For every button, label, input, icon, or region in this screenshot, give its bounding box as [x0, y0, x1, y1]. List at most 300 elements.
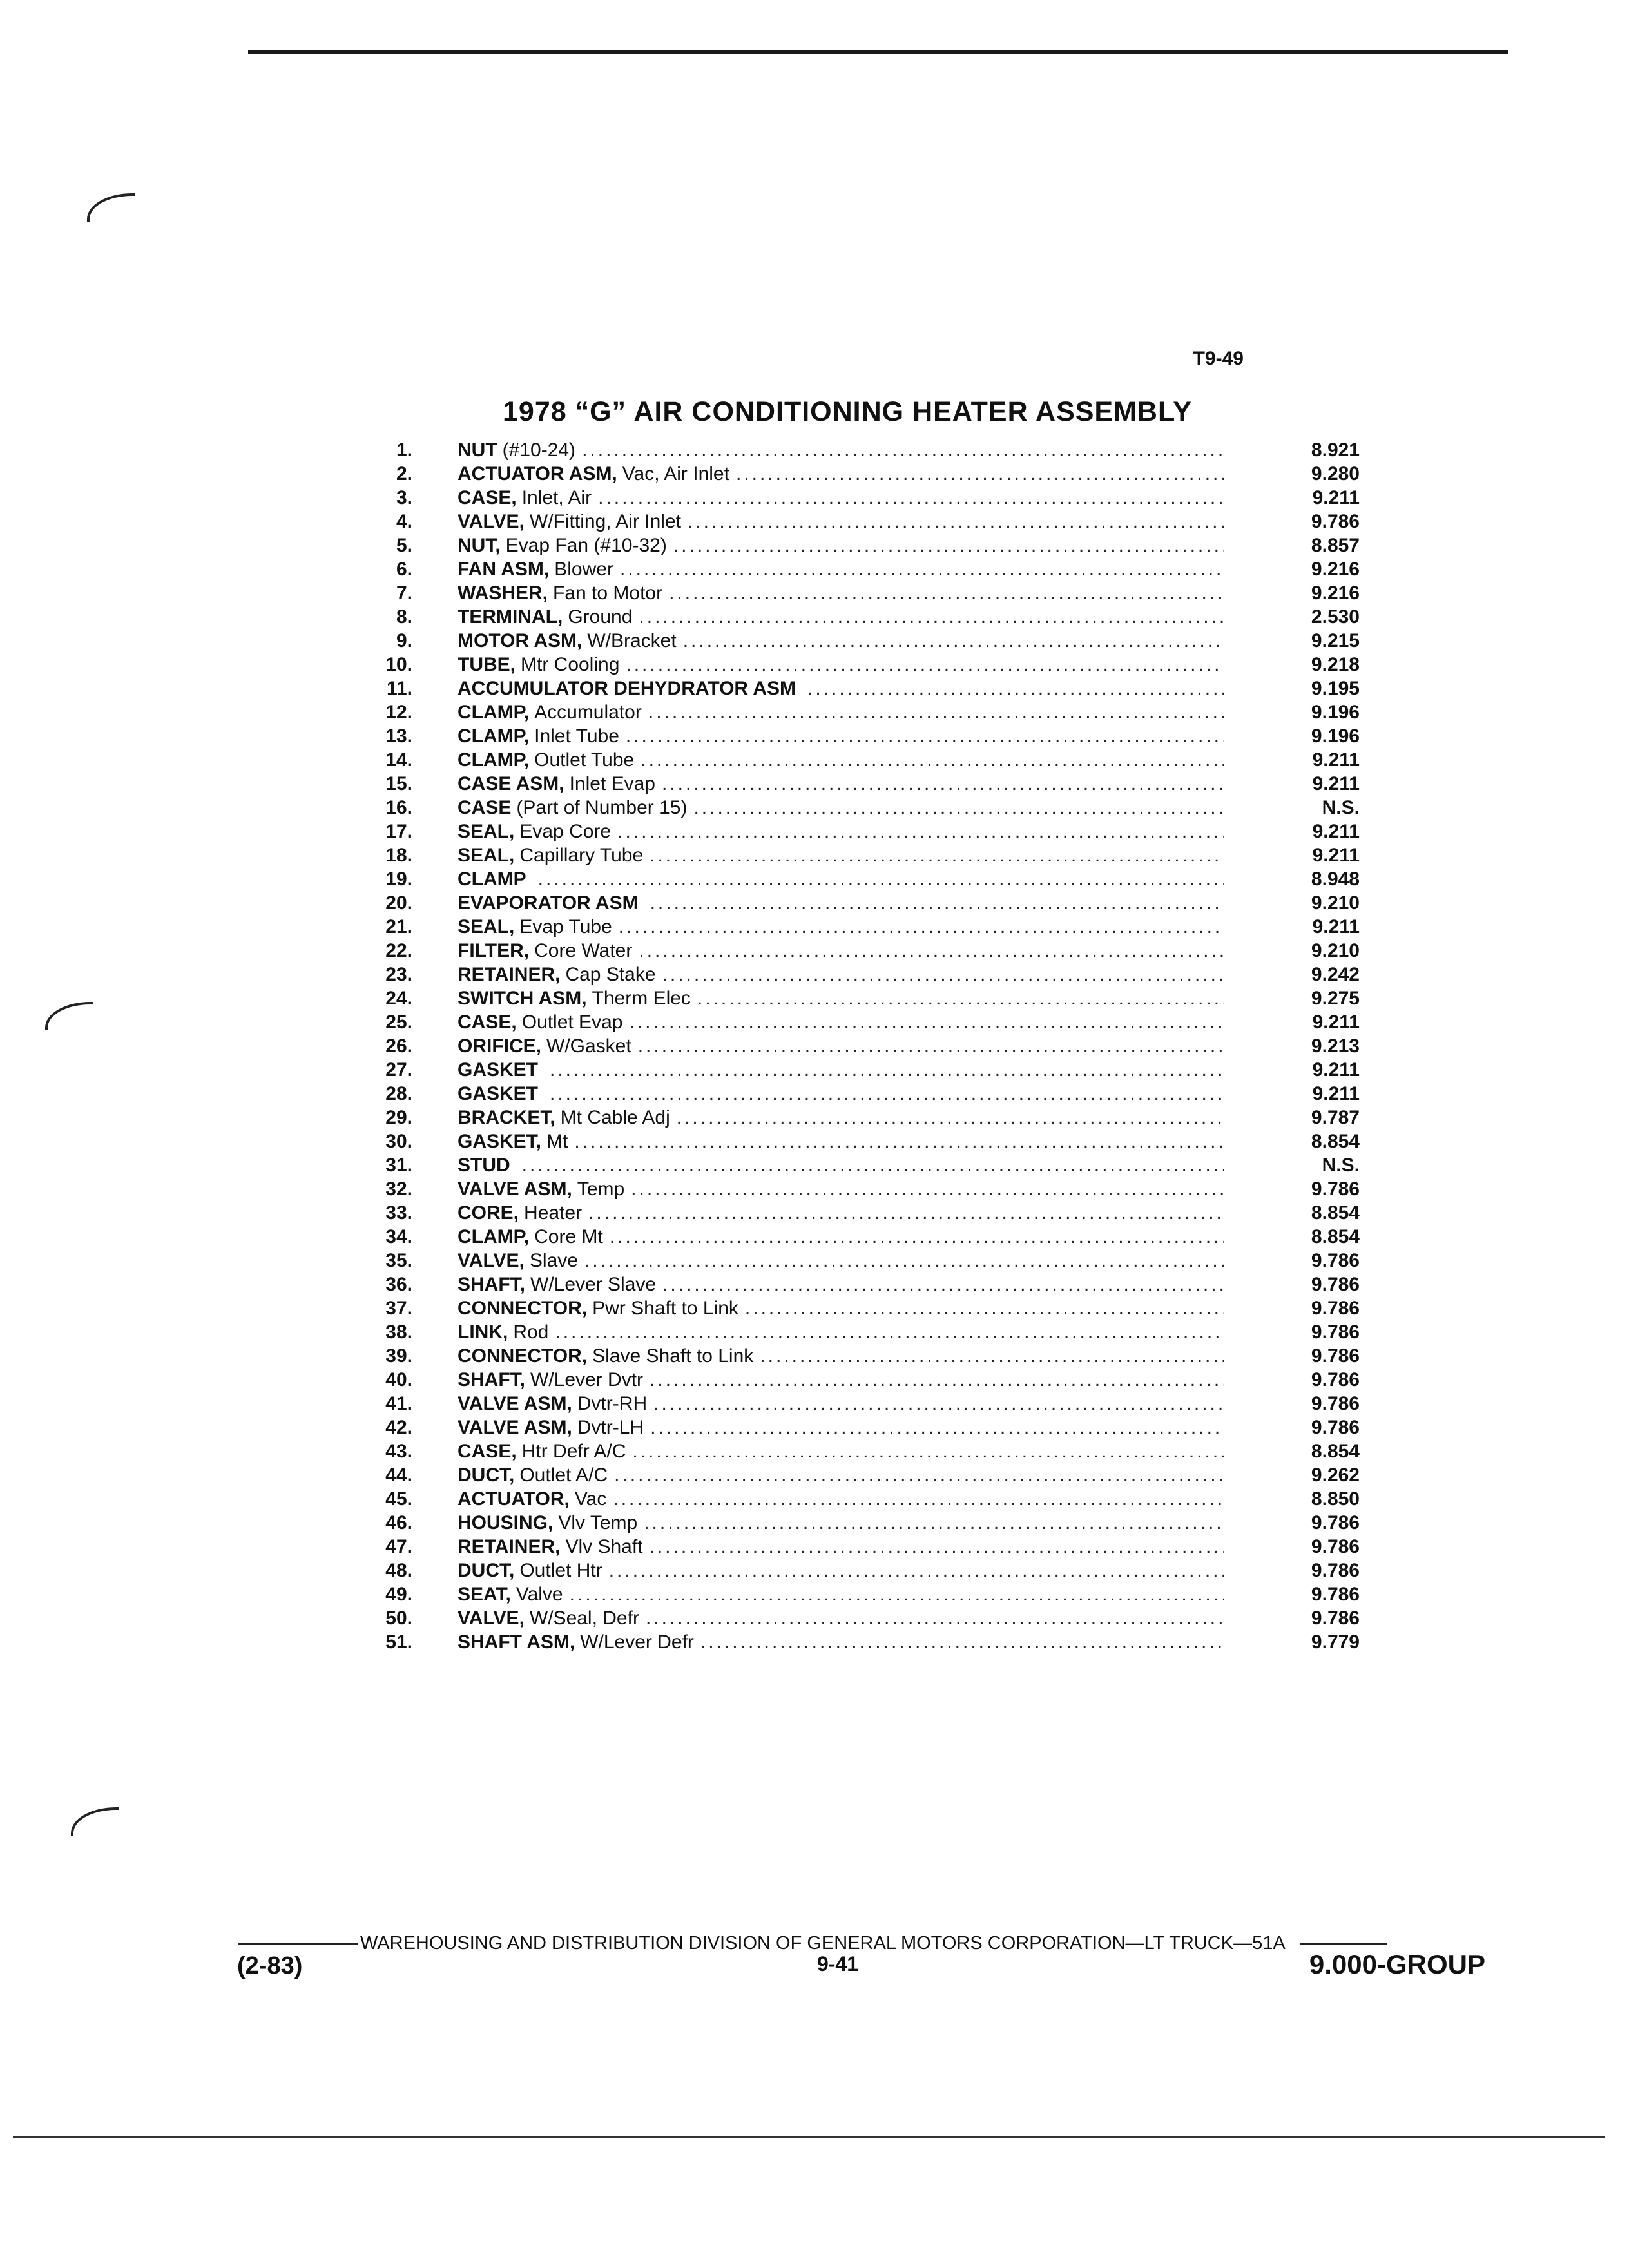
item-number: 28.: [385, 1083, 412, 1104]
item-detail: Fan to Motor: [553, 582, 663, 604]
item-detail: Slave: [529, 1250, 578, 1271]
item-detail: Pwr Shaft to Link: [592, 1298, 738, 1319]
item-group-number: 9.211: [1312, 1083, 1360, 1104]
item-number: 20.: [385, 892, 412, 914]
top-rule: [248, 50, 1508, 54]
item-detail: Vlv Shaft: [565, 1536, 643, 1557]
item-group-number: 9.215: [1311, 630, 1360, 651]
item-description: [458, 1630, 1224, 1654]
item-group-number: 9.210: [1311, 892, 1360, 914]
dot-leader: [613, 557, 1224, 581]
list-item: [348, 1463, 1360, 1487]
footer-dash: [1300, 1943, 1387, 1945]
item-description: [458, 1034, 1224, 1058]
list-item: [348, 1487, 1360, 1511]
item-detail: W/Gasket: [546, 1035, 631, 1057]
dot-leader: [611, 820, 1224, 843]
item-part-name: VALVE ASM,: [458, 1393, 572, 1414]
list-item: [348, 1129, 1360, 1153]
item-detail: Htr Defr A/C: [521, 1441, 626, 1462]
item-description: [458, 1344, 1224, 1368]
dot-leader: [626, 1439, 1224, 1463]
item-part-name: RETAINER,: [458, 964, 561, 985]
item-description: [458, 605, 1224, 629]
item-group-number: 9.786: [1311, 511, 1360, 532]
parts-list: [348, 438, 1360, 1654]
dot-leader: [656, 1273, 1224, 1296]
item-description: [458, 486, 1224, 510]
dot-leader: [516, 1153, 1224, 1177]
list-item: [348, 1225, 1360, 1249]
list-item: [348, 1368, 1360, 1392]
item-description: [458, 1463, 1224, 1487]
item-part-name: FAN ASM,: [458, 559, 550, 580]
item-group-number: 8.854: [1311, 1441, 1360, 1462]
item-part-name: CORE,: [458, 1202, 519, 1224]
item-detail: W/Lever Defr: [580, 1631, 694, 1653]
dot-leader: [578, 1249, 1224, 1273]
item-detail: Blower: [554, 559, 613, 580]
item-description: [458, 1106, 1224, 1129]
dot-leader: [631, 1034, 1224, 1058]
dot-leader: [691, 986, 1224, 1010]
item-group-number: 9.786: [1311, 1560, 1360, 1581]
item-description: [458, 1058, 1224, 1082]
item-number: 4.: [396, 511, 412, 532]
item-detail: Slave Shaft to Link: [592, 1345, 754, 1367]
footer-group: 9.000-GROUP: [1309, 1949, 1485, 1979]
item-description: [458, 1320, 1224, 1344]
dot-leader: [637, 1511, 1224, 1535]
list-item: [348, 820, 1360, 843]
item-group-number: 9.213: [1311, 1035, 1360, 1057]
item-part-name: VALVE ASM,: [458, 1178, 572, 1200]
item-number: 48.: [385, 1560, 412, 1581]
dot-leader: [738, 1296, 1224, 1320]
item-detail: Evap Fan (#10-32): [505, 535, 667, 556]
item-detail: Valve: [516, 1584, 563, 1605]
item-number: 11.: [386, 678, 412, 699]
dot-leader: [602, 1559, 1224, 1582]
item-part-name: VALVE ASM,: [458, 1417, 572, 1438]
item-group-number: 9.786: [1311, 1393, 1360, 1414]
item-detail: Evap Core: [519, 821, 612, 842]
item-detail: Temp: [577, 1178, 625, 1200]
item-number: 51.: [385, 1631, 412, 1653]
item-part-name: EVAPORATOR ASM: [458, 892, 639, 914]
list-item: [348, 748, 1360, 772]
item-part-name: MOTOR ASM,: [458, 630, 583, 651]
list-item: [348, 700, 1360, 724]
dot-leader: [667, 533, 1224, 557]
item-detail: Outlet A/C: [519, 1465, 608, 1486]
dot-leader: [582, 1201, 1224, 1225]
list-item: [348, 653, 1360, 677]
item-description: [458, 1535, 1224, 1559]
item-number: 30.: [385, 1131, 412, 1152]
item-detail: Evap Tube: [519, 916, 612, 937]
item-group-number: 9.211: [1312, 845, 1360, 866]
item-description: [458, 796, 1224, 820]
item-description: [458, 1010, 1224, 1034]
item-number: 36.: [385, 1274, 412, 1295]
item-part-name: CASE,: [458, 487, 517, 508]
item-number: 21.: [385, 916, 412, 937]
item-description: [458, 700, 1224, 724]
item-number: 29.: [385, 1107, 412, 1128]
item-description: [458, 1439, 1224, 1463]
item-number: 37.: [385, 1298, 412, 1319]
item-part-name: CLAMP,: [458, 702, 530, 723]
item-detail: [796, 677, 801, 700]
dot-leader: [687, 796, 1224, 820]
item-part-name: RETAINER,: [458, 1536, 561, 1557]
dot-leader: [729, 462, 1224, 486]
list-item: [348, 486, 1360, 510]
dot-leader: [753, 1344, 1224, 1368]
list-item: [348, 1201, 1360, 1225]
dot-leader: [575, 438, 1224, 462]
item-number: 39.: [385, 1345, 412, 1367]
item-group-number: 9.216: [1311, 559, 1360, 580]
item-detail: Inlet, Air: [521, 487, 592, 508]
item-part-name: HOUSING,: [458, 1512, 554, 1533]
item-part-name: NUT,: [458, 535, 501, 556]
item-group-number: 9.211: [1312, 821, 1360, 842]
binder-hole-mark: [71, 1807, 119, 1836]
item-group-number: 8.921: [1311, 439, 1360, 461]
item-number: 47.: [385, 1536, 412, 1557]
item-part-name: ACTUATOR,: [458, 1488, 570, 1510]
item-detail: Mt: [546, 1131, 568, 1152]
page-code: T9-49: [1193, 348, 1244, 369]
item-group-number: 8.854: [1311, 1226, 1360, 1247]
dot-leader: [642, 700, 1224, 724]
item-group-number: 9.786: [1311, 1584, 1360, 1605]
item-part-name: TERMINAL,: [458, 606, 563, 628]
list-item: [348, 1559, 1360, 1582]
dot-leader: [612, 915, 1224, 939]
item-description: [458, 867, 1224, 891]
item-number: 44.: [385, 1465, 412, 1486]
item-description: [458, 1582, 1224, 1606]
footer-date: (2-83): [237, 1952, 303, 1979]
item-group-number: 9.196: [1311, 702, 1360, 723]
dot-leader: [639, 1606, 1224, 1630]
dot-leader: [543, 1058, 1224, 1082]
item-description: [458, 915, 1224, 939]
item-detail: W/Lever Slave: [530, 1274, 657, 1295]
bottom-rule: [13, 2136, 1605, 2138]
item-detail: [639, 891, 644, 915]
item-description: [458, 581, 1224, 605]
dot-leader: [662, 581, 1224, 605]
item-detail: Core Mt: [534, 1226, 603, 1247]
dot-leader: [644, 891, 1224, 915]
dot-leader: [647, 1392, 1224, 1416]
item-detail: Ground: [568, 606, 633, 628]
list-item: [348, 1106, 1360, 1129]
item-detail: Therm Elec: [592, 988, 691, 1009]
item-description: [458, 1153, 1224, 1177]
item-number: 42.: [385, 1417, 412, 1438]
item-description: [458, 1368, 1224, 1392]
dot-leader: [608, 1463, 1224, 1487]
item-group-number: 8.854: [1311, 1131, 1360, 1152]
dot-leader: [643, 1368, 1224, 1392]
item-group-number: 9.280: [1311, 463, 1360, 485]
list-item: [348, 629, 1360, 653]
item-group-number: 9.262: [1311, 1465, 1360, 1486]
item-part-name: VALVE,: [458, 1608, 525, 1629]
item-group-number: 9.275: [1311, 988, 1360, 1009]
item-number: 5.: [396, 535, 412, 556]
item-group-number: 9.196: [1311, 726, 1360, 747]
item-detail: [538, 1082, 543, 1106]
item-group-number: 9.242: [1311, 964, 1360, 985]
item-detail: Outlet Evap: [521, 1012, 623, 1033]
dot-leader: [606, 1487, 1224, 1511]
item-detail: W/Fitting, Air Inlet: [529, 511, 681, 532]
item-part-name: SEAL,: [458, 821, 515, 842]
item-description: [458, 939, 1224, 963]
list-item: [348, 843, 1360, 867]
item-part-name: ACTUATOR ASM,: [458, 463, 617, 485]
item-description: [458, 1082, 1224, 1106]
item-part-name: CLAMP: [458, 869, 526, 890]
item-part-name: SHAFT,: [458, 1274, 525, 1295]
dot-leader: [603, 1225, 1224, 1249]
item-group-number: 8.948: [1311, 869, 1360, 890]
item-group-number: 8.854: [1311, 1202, 1360, 1224]
list-item: [348, 1058, 1360, 1082]
list-item: [348, 438, 1360, 462]
item-detail: Heater: [524, 1202, 583, 1224]
item-detail: Outlet Tube: [534, 749, 635, 771]
item-group-number: 9.211: [1312, 1012, 1360, 1033]
list-item: [348, 557, 1360, 581]
list-item: [348, 1416, 1360, 1439]
list-item: [348, 796, 1360, 820]
item-group-number: N.S.: [1322, 1155, 1360, 1176]
item-description: [458, 438, 1224, 462]
item-detail: Vac: [574, 1488, 607, 1510]
item-description: [458, 1559, 1224, 1582]
item-description: [458, 653, 1224, 677]
item-detail: [526, 867, 532, 891]
dot-leader: [632, 939, 1224, 963]
item-description: [458, 1416, 1224, 1439]
dot-leader: [634, 748, 1224, 772]
item-number: 38.: [385, 1321, 412, 1343]
item-part-name: STUD: [458, 1155, 510, 1176]
dot-leader: [643, 843, 1224, 867]
item-part-name: LINK,: [458, 1321, 508, 1343]
item-group-number: 9.787: [1311, 1107, 1360, 1128]
item-detail: W/Lever Dvtr: [530, 1369, 644, 1390]
page-title: 1978 “G” AIR CONDITIONING HEATER ASSEMBLY: [503, 396, 1192, 427]
dot-leader: [624, 1177, 1224, 1201]
dot-leader: [632, 605, 1224, 629]
item-part-name: VALVE,: [458, 1250, 525, 1271]
list-item: [348, 986, 1360, 1010]
item-description: [458, 629, 1224, 653]
list-item: [348, 1439, 1360, 1463]
item-description: [458, 557, 1224, 581]
item-number: 34.: [385, 1226, 412, 1247]
item-part-name: GASKET: [458, 1083, 539, 1104]
item-group-number: 9.786: [1311, 1608, 1360, 1629]
dot-leader: [592, 486, 1224, 510]
list-item: [348, 867, 1360, 891]
list-item: [348, 1392, 1360, 1416]
footer-division-text: WAREHOUSING AND DISTRIBUTION DIVISION OF GENERAL MOTORS CORPORATION—LT TRUCK—51A: [360, 1933, 1286, 1954]
item-group-number: 9.786: [1311, 1512, 1360, 1533]
item-part-name: SWITCH ASM,: [458, 988, 587, 1009]
item-detail: Accumulator: [534, 702, 642, 723]
item-number: 26.: [385, 1035, 412, 1057]
item-number: 40.: [385, 1369, 412, 1390]
dot-leader: [694, 1630, 1224, 1654]
item-part-name: DUCT,: [458, 1465, 515, 1486]
item-number: 8.: [396, 606, 412, 628]
item-number: 49.: [385, 1584, 412, 1605]
item-number: 23.: [385, 964, 412, 985]
item-part-name: CLAMP,: [458, 749, 530, 771]
item-part-name: ORIFICE,: [458, 1035, 542, 1057]
item-detail: Rod: [513, 1321, 549, 1343]
item-description: [458, 1392, 1224, 1416]
item-part-name: SHAFT,: [458, 1369, 525, 1390]
item-part-name: CLAMP,: [458, 1226, 530, 1247]
item-part-name: DUCT,: [458, 1560, 515, 1581]
item-number: 13.: [385, 726, 412, 747]
item-detail: (Part of Number 15): [516, 797, 688, 818]
list-item: [348, 1296, 1360, 1320]
item-description: [458, 843, 1224, 867]
item-number: 32.: [385, 1178, 412, 1200]
dot-leader: [677, 629, 1224, 653]
item-part-name: ACCUMULATOR DEHYDRATOR ASM: [458, 678, 796, 699]
dot-leader: [644, 1416, 1224, 1439]
item-group-number: 9.786: [1311, 1178, 1360, 1200]
item-description: [458, 891, 1224, 915]
item-group-number: N.S.: [1322, 797, 1360, 818]
item-description: [458, 963, 1224, 986]
item-group-number: 8.850: [1311, 1488, 1360, 1510]
item-description: [458, 1296, 1224, 1320]
dot-leader: [548, 1320, 1224, 1344]
item-part-name: SHAFT ASM,: [458, 1631, 575, 1653]
item-part-name: WASHER,: [458, 582, 548, 604]
item-description: [458, 677, 1224, 700]
item-number: 10.: [385, 654, 412, 675]
item-number: 25.: [385, 1012, 412, 1033]
item-description: [458, 1511, 1224, 1535]
item-description: [458, 986, 1224, 1010]
item-part-name: CLAMP,: [458, 726, 530, 747]
item-detail: W/Bracket: [587, 630, 677, 651]
item-number: 19.: [385, 869, 412, 890]
item-group-number: 8.857: [1311, 535, 1360, 556]
item-number: 41.: [385, 1393, 412, 1414]
dot-leader: [543, 1082, 1224, 1106]
dot-leader: [563, 1582, 1224, 1606]
item-number: 31.: [385, 1155, 412, 1176]
item-description: [458, 1201, 1224, 1225]
item-group-number: 9.779: [1311, 1631, 1360, 1653]
item-part-name: SEAT,: [458, 1584, 511, 1605]
item-group-number: 9.786: [1311, 1345, 1360, 1367]
dot-leader: [619, 724, 1224, 748]
item-number: 46.: [385, 1512, 412, 1533]
item-number: 24.: [385, 988, 412, 1009]
item-part-name: TUBE,: [458, 654, 516, 675]
item-number: 50.: [385, 1608, 412, 1629]
item-description: [458, 533, 1224, 557]
item-part-name: CASE,: [458, 1012, 517, 1033]
item-group-number: 2.530: [1311, 606, 1360, 628]
item-description: [458, 1606, 1224, 1630]
list-item: [348, 510, 1360, 533]
list-item: [348, 605, 1360, 629]
item-part-name: CONNECTOR,: [458, 1345, 588, 1367]
list-item: [348, 1010, 1360, 1034]
item-number: 18.: [385, 845, 412, 866]
item-part-name: SEAL,: [458, 916, 515, 937]
item-number: 35.: [385, 1250, 412, 1271]
list-item: [348, 1082, 1360, 1106]
item-group-number: 9.211: [1312, 1059, 1360, 1081]
item-number: 6.: [396, 559, 412, 580]
dot-leader: [655, 772, 1224, 796]
item-description: [458, 1273, 1224, 1296]
list-item: [348, 1606, 1360, 1630]
list-item: [348, 1511, 1360, 1535]
item-group-number: 9.211: [1312, 487, 1360, 508]
item-detail: Dvtr-RH: [577, 1393, 648, 1414]
item-detail: Inlet Evap: [569, 773, 655, 794]
list-item: [348, 1630, 1360, 1654]
item-description: [458, 1177, 1224, 1201]
item-detail: Vlv Temp: [558, 1512, 638, 1533]
item-number: 15.: [385, 773, 412, 794]
item-detail: Capillary Tube: [519, 845, 644, 866]
dot-leader: [622, 1010, 1224, 1034]
item-description: [458, 724, 1224, 748]
list-item: [348, 915, 1360, 939]
dot-leader: [670, 1106, 1224, 1129]
item-detail: Outlet Htr: [519, 1560, 602, 1581]
item-number: 22.: [385, 940, 412, 961]
item-number: 16.: [385, 797, 412, 818]
item-detail: W/Seal, Defr: [529, 1608, 639, 1629]
item-number: 27.: [385, 1059, 412, 1081]
item-detail: [510, 1153, 516, 1177]
list-item: [348, 1344, 1360, 1368]
list-item: [348, 724, 1360, 748]
item-group-number: 9.218: [1311, 654, 1360, 675]
item-part-name: SEAL,: [458, 845, 515, 866]
list-item: [348, 891, 1360, 915]
dot-leader: [532, 867, 1224, 891]
dot-leader: [801, 677, 1224, 700]
footer-page-number: 9-41: [816, 1952, 859, 1975]
item-description: [458, 1249, 1224, 1273]
item-description: [458, 1225, 1224, 1249]
item-detail: Cap Stake: [565, 964, 656, 985]
footer-dash: [238, 1943, 358, 1945]
